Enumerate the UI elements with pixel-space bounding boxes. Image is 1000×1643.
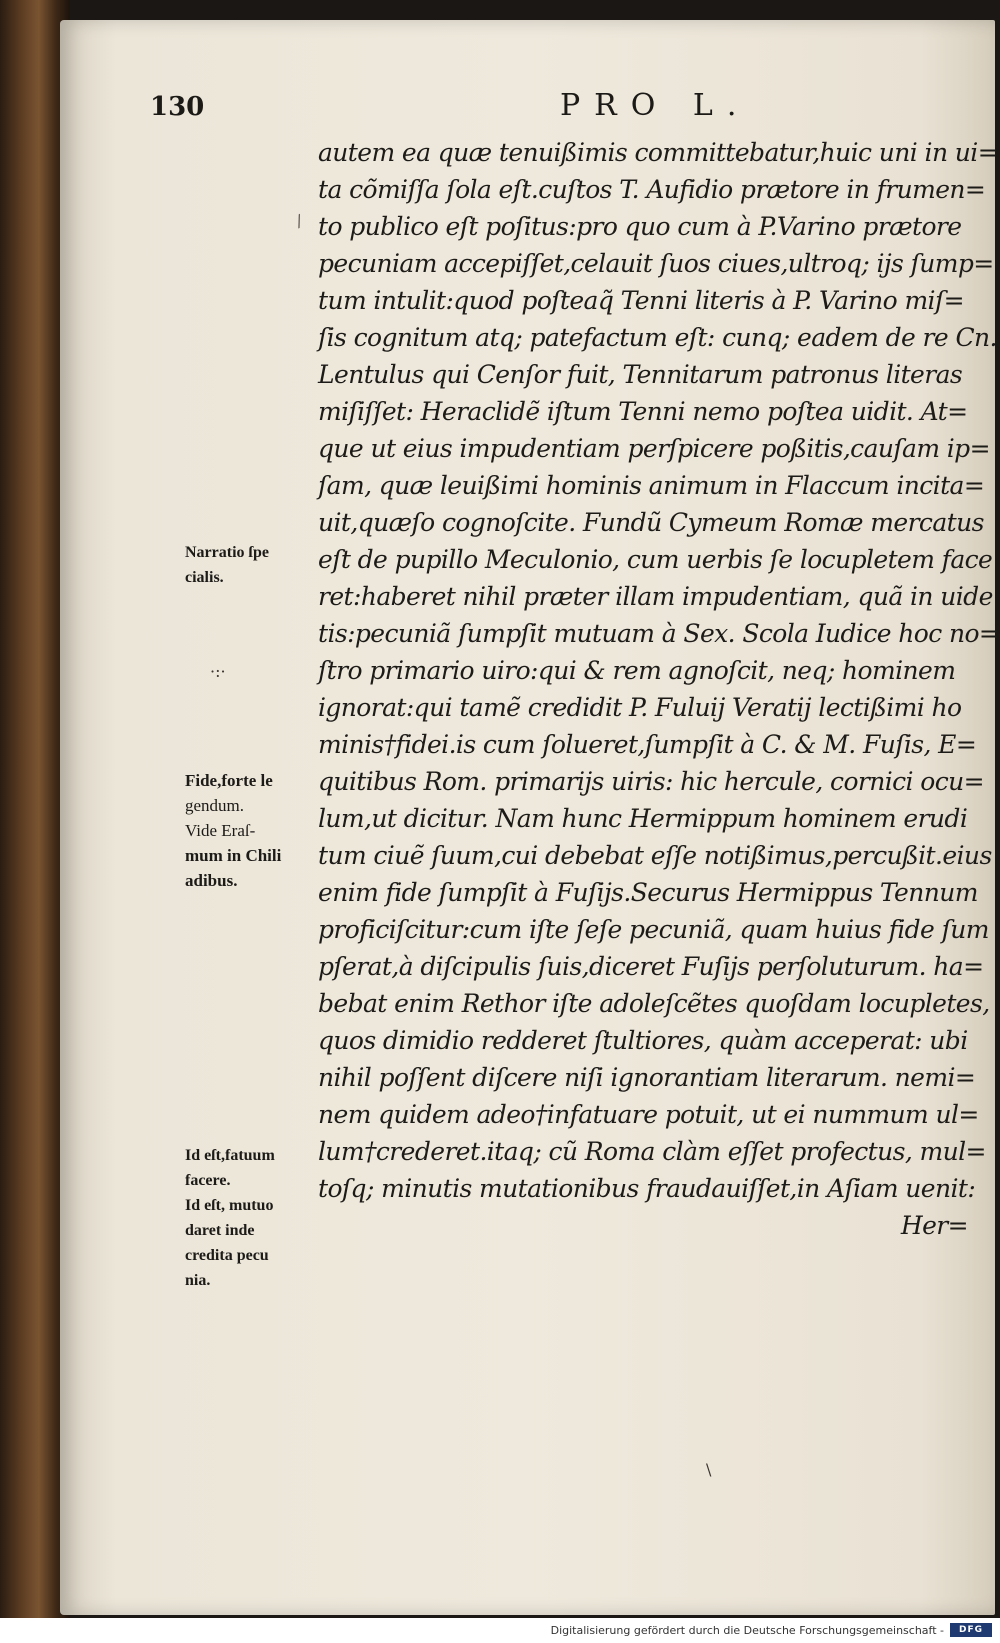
text-line: miſiſſet: Heraclidẽ iſtum Tenni nemo poſtea uidit. At= xyxy=(318,397,968,426)
text-line: quos dimidio redderet ſtultiores, quàm acceperat: ubi xyxy=(318,1026,968,1055)
text-line: eſt de pupillo Meculonio, cum uerbis ſe locupletem face xyxy=(318,545,993,574)
text-line: ſam, quæ leuißimi hominis animum in Flaccum incita= xyxy=(318,471,985,500)
text-line: pſerat,à diſcipulis ſuis,diceret Fuſijs perſoluturum. ha= xyxy=(318,952,984,981)
margin-note-line: cialis. xyxy=(185,569,224,586)
text-line: tis:pecuniã ſumpſit mutuam à Sex. Scola Iudice hoc no= xyxy=(318,619,1000,648)
margin-note-line: daret inde xyxy=(185,1222,255,1239)
text-line: autem ea quæ tenuißimis committebatur,huic uni in ui= xyxy=(318,138,999,167)
margin-note xyxy=(185,540,325,590)
margin-note xyxy=(185,768,325,893)
margin-note-line: Narratio ſpe xyxy=(185,544,269,561)
margin-note-line: credita pecu xyxy=(185,1247,269,1264)
funding-credit: Digitalisierung gefördert durch die Deutsche Forschungsgemeinschaft - xyxy=(550,1624,944,1637)
margin-note-line: adibus. xyxy=(185,871,238,890)
text-line: ignorat:qui tamẽ credidit P. Fuluij Veratij lectißimi ho xyxy=(318,693,962,722)
text-line: tum ciuẽ ſuum,cui debebat eſſe notißimus,percußit.eius xyxy=(318,841,992,870)
running-title: PRO L. xyxy=(560,88,751,123)
text-line: nem quidem adeo†infatuare potuit, ut ei nummum ul= xyxy=(318,1100,979,1129)
body-text xyxy=(318,134,1000,1244)
text-line: bebat enim Rethor iſte adoleſcẽtes quoſdam locupletes, xyxy=(318,989,990,1018)
text-line: ta cõmiſſa ſola eſt.cuſtos T. Aufidio prætore in frumen= xyxy=(318,175,986,204)
page-header xyxy=(150,88,850,128)
margin-note-line: Fide,forte le xyxy=(185,771,273,790)
footer-bar xyxy=(0,1618,1000,1643)
margin-note-line: facere. xyxy=(185,1172,231,1189)
text-line: ſis cognitum atq; patefactum eſt: cunq; eadem de re Cn. xyxy=(318,323,997,352)
margin-note-line: mum in Chili xyxy=(185,846,282,865)
text-line: nihil poſſent diſcere niſi ignorantiam literarum. nemi= xyxy=(318,1063,976,1092)
text-line: proficiſcitur:cum iſte ſeſe pecuniã, quam huius fide ſum xyxy=(318,915,989,944)
text-line: minis†fidei.is cum ſolueret,ſumpſit à C. & M. Fuſis, E= xyxy=(318,730,977,759)
text-line: ſtro primario uiro:qui & rem agnoſcit, neq; hominem xyxy=(318,656,956,685)
ink-speck: ·:· xyxy=(210,662,226,681)
text-line: toſq; minutis mutationibus fraudauiſſet,in Aſiam uenit: xyxy=(318,1174,976,1203)
text-line: lum†crederet.itaq; cũ Roma clàm eſſet profectus, mul= xyxy=(318,1137,986,1166)
margin-note-line: gendum. xyxy=(185,796,245,815)
margin-note-line: Vide Eraſ- xyxy=(185,821,256,840)
text-line: pecuniam accepiſſet,celauit ſuos ciues,ultroq; ijs ſump= xyxy=(318,249,994,278)
text-line: ret:haberet nihil præter illam impudentiam, quã in uide xyxy=(318,582,993,611)
text-line: lum,ut dicitur. Nam hunc Hermippum hominem erudi xyxy=(318,804,968,833)
dfg-logo: DFG xyxy=(950,1623,992,1637)
margin-note-line: Id eſt,fatuum xyxy=(185,1147,275,1164)
text-line: tum intulit:quod poſteaq̃ Tenni literis à P. Varino miſ= xyxy=(318,286,964,315)
text-line: Her= xyxy=(900,1211,968,1240)
text-line: uit,quæſo cognoſcite. Fundũ Cymeum Romæ mercatus xyxy=(318,508,984,537)
margin-note-line: nia. xyxy=(185,1272,211,1289)
text-line: Lentulus qui Cenſor fuit, Tennitarum patronus literas xyxy=(318,360,963,389)
text-line: enim fide ſumpſit à Fuſijs.Securus Hermippus Tennum xyxy=(318,878,978,907)
text-line: quitibus Rom. primarijs uiris: hic hercule, cornici ocu= xyxy=(318,767,984,796)
text-line: to publico eſt poſitus:pro quo cum à P.Varino prætore xyxy=(318,212,962,241)
ink-speck: \ xyxy=(706,1460,712,1479)
margin-note-line: Id eſt, mutuo xyxy=(185,1197,274,1214)
pen-mark: ⁄ xyxy=(293,212,306,231)
margin-note xyxy=(185,1143,325,1293)
page-number: 130 xyxy=(150,92,205,122)
text-line: que ut eius impudentiam perſpicere poßitis,cauſam ip= xyxy=(318,434,990,463)
